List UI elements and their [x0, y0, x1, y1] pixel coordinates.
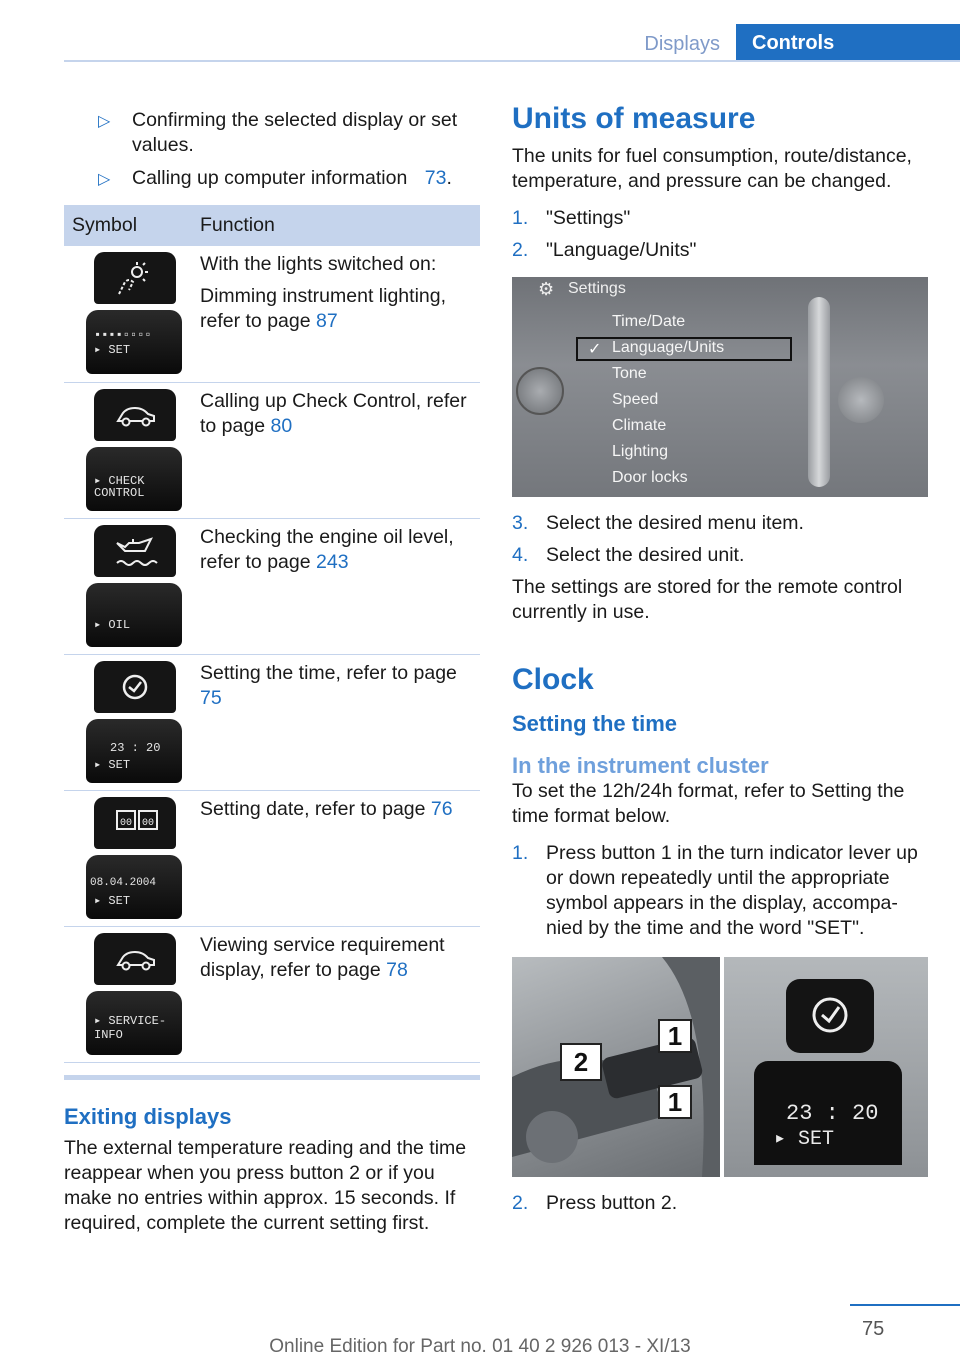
step-item — [512, 238, 928, 263]
units-steps-continued — [512, 511, 928, 568]
cluster-time: 23 : 20 — [786, 1101, 879, 1126]
instrument-display — [86, 310, 182, 374]
instrument-display — [86, 719, 182, 783]
dimmer-icon — [94, 252, 176, 304]
button-1-callout-down: 1 — [658, 1085, 692, 1119]
step-number: 2. — [512, 239, 529, 261]
function-text: Setting the time, refer to page — [200, 661, 457, 684]
screen-menu-item: Lighting — [612, 443, 669, 460]
screen-title: Settings — [568, 280, 626, 297]
function-text: Checking the engine oil level, refer to page — [200, 525, 454, 573]
units-heading: Units of measure — [512, 102, 756, 135]
header-chapter-tab: Controls — [736, 24, 960, 62]
calendar-icon — [94, 797, 176, 849]
step-text: Press button 1 in the turn indicator lever up or down repeatedly until the appropriate symbol appears in the display, accompa-nied by the time and the word "SET". — [546, 842, 918, 939]
gear-icon: ⚙ — [538, 279, 555, 299]
symbol-cell — [64, 518, 192, 654]
screen-menu-item: Tone — [612, 365, 647, 382]
display-line: ▪▪▪▪▫▫▫▫ — [94, 328, 152, 342]
settings-knob-icon — [838, 377, 884, 423]
display-line: 08.04.2004 — [90, 876, 157, 889]
bullet-item — [64, 108, 480, 158]
display-line: ▸ CHECK — [94, 473, 145, 488]
screen-menu-item: Door locks — [612, 469, 688, 486]
lever-photo-panel — [512, 957, 720, 1177]
display-line: INFO — [94, 1027, 123, 1042]
clock-steps-continued — [512, 1191, 928, 1216]
screen-menu-item: Language/Units — [612, 339, 725, 356]
step-item — [512, 1191, 928, 1216]
screen-menu-item: Climate — [612, 417, 667, 434]
edition-footer: Online Edition for Part no. 01 40 2 926 013 - XI/13 — [269, 1336, 691, 1357]
table-row — [64, 382, 480, 518]
turn-indicator-photo — [512, 957, 928, 1177]
instrument-display — [86, 855, 182, 919]
function-text: Dimming instrument lighting, refer to page — [200, 285, 447, 332]
function-text: With the lights switched on: — [200, 253, 437, 275]
step-item — [512, 206, 928, 231]
page-ref-link[interactable]: 73 — [424, 167, 447, 189]
bullet-text: Confirming the selected display or set values. — [132, 109, 458, 156]
car-icon — [94, 933, 176, 985]
function-cell — [192, 654, 480, 790]
bullet-list — [64, 108, 480, 191]
right-column — [512, 102, 928, 1223]
checkmark-icon: ✓ — [588, 341, 602, 358]
exiting-displays-text: The external temperature reading and the time reappear when you press button 2 or if you make no entries within approx. 15 seconds. If required, complete the current setting first. — [64, 1136, 467, 1234]
function-cell — [192, 246, 480, 382]
bullet-end: . — [446, 167, 452, 189]
step-text: "Language/Units" — [546, 239, 697, 261]
display-line: ▸ SERVICE- — [94, 1013, 167, 1028]
symbol-cell — [64, 790, 192, 926]
controller-knob-icon — [516, 367, 564, 415]
table-row — [64, 926, 480, 1062]
symbol-cell — [64, 382, 192, 518]
instrument-display — [86, 991, 182, 1055]
triangle-bullet-icon: ▷ — [98, 171, 111, 188]
page-ref-link[interactable]: 78 — [386, 958, 408, 981]
setting-time-heading: Setting the time — [512, 711, 678, 736]
function-text: Setting date, refer to page — [200, 797, 426, 820]
table-row — [64, 790, 480, 926]
bullet-item — [64, 166, 480, 191]
bullet-text: Calling up computer information — [132, 167, 408, 189]
symbol-table — [64, 205, 480, 1063]
units-intro: The units for fuel consumption, route/distance, temperature, and pressure can be changed. — [512, 145, 912, 192]
car-icon — [94, 389, 176, 441]
symbol-cell — [64, 926, 192, 1062]
clock-icon — [94, 661, 176, 713]
function-text: Calling up Check Control, refer to page — [200, 389, 467, 437]
page-number: 75 — [862, 1318, 885, 1340]
instrument-cluster-heading: In the instrument cluster — [512, 753, 769, 778]
function-cell — [192, 926, 480, 1062]
svg-text:00: 00 — [120, 817, 133, 829]
step-number: 3. — [512, 512, 529, 534]
left-column — [64, 108, 480, 1236]
display-line: ▸ OIL — [94, 617, 131, 632]
display-line: ▸ SET — [94, 343, 131, 357]
display-line: 23 : 20 — [110, 740, 161, 755]
display-line: ▸ SET — [94, 893, 131, 908]
function-cell — [192, 518, 480, 654]
button-1-callout-up: 1 — [658, 1019, 692, 1053]
function-text: Viewing service requirement display, refer to page — [200, 933, 445, 981]
instrument-display — [86, 583, 182, 647]
clock-icon — [786, 979, 874, 1053]
exiting-displays-heading: Exiting displays — [64, 1103, 232, 1129]
symbol-cell — [64, 246, 192, 382]
table-row — [64, 246, 480, 382]
step-number: 1. — [512, 207, 529, 229]
header-rule — [64, 60, 960, 62]
step-text: Press button 2. — [546, 1192, 678, 1214]
step-number: 4. — [512, 544, 529, 566]
step-number: 1. — [512, 842, 529, 864]
display-line: ▸ SET — [94, 757, 131, 772]
screen-menu-item: Time/Date — [612, 313, 686, 330]
table-bottom-rule — [64, 1075, 480, 1080]
screen-menu-item: Speed — [612, 391, 659, 408]
clock-steps — [512, 841, 928, 941]
step-text: Select the desired unit. — [546, 544, 745, 566]
cluster-set: ▸ SET — [774, 1128, 835, 1151]
step-item — [512, 841, 928, 941]
step-item — [512, 543, 928, 568]
page-ref-link[interactable]: 243 — [316, 550, 349, 573]
button-2-callout: 2 — [560, 1043, 602, 1081]
svg-text:00: 00 — [142, 817, 155, 829]
column-header-symbol: Symbol — [64, 205, 192, 246]
settings-screen-image — [512, 277, 928, 497]
page-ref-link[interactable]: 80 — [270, 414, 293, 437]
page-ref-link[interactable]: 87 — [316, 310, 338, 332]
oil-can-icon — [94, 525, 176, 577]
step-item — [512, 511, 928, 536]
table-header-row — [64, 205, 480, 246]
step-number: 2. — [512, 1192, 529, 1214]
symbol-cell — [64, 654, 192, 790]
function-cell — [192, 790, 480, 926]
clock-heading: Clock — [512, 663, 594, 696]
page-ref-link[interactable]: 76 — [430, 797, 453, 820]
table-row — [64, 518, 480, 654]
step-text: "Settings" — [546, 207, 631, 229]
table-row — [64, 654, 480, 790]
column-header-function: Function — [192, 205, 480, 246]
instrument-display — [86, 447, 182, 511]
step-text: Select the desired menu item. — [546, 512, 804, 534]
display-line: CONTROL — [94, 485, 145, 500]
screen-arc — [808, 297, 830, 487]
function-cell — [192, 382, 480, 518]
footer-rule — [850, 1304, 960, 1306]
units-steps — [512, 206, 928, 263]
units-note: The settings are stored for the remote control currently in use. — [512, 576, 903, 623]
cluster-text: To set the 12h/24h format, refer to Setting the time format below. — [512, 780, 905, 827]
page-ref-link[interactable]: 75 — [200, 686, 222, 709]
cluster-photo-panel — [724, 957, 928, 1177]
header-section-label: Displays — [644, 33, 720, 55]
triangle-bullet-icon: ▷ — [98, 113, 111, 130]
